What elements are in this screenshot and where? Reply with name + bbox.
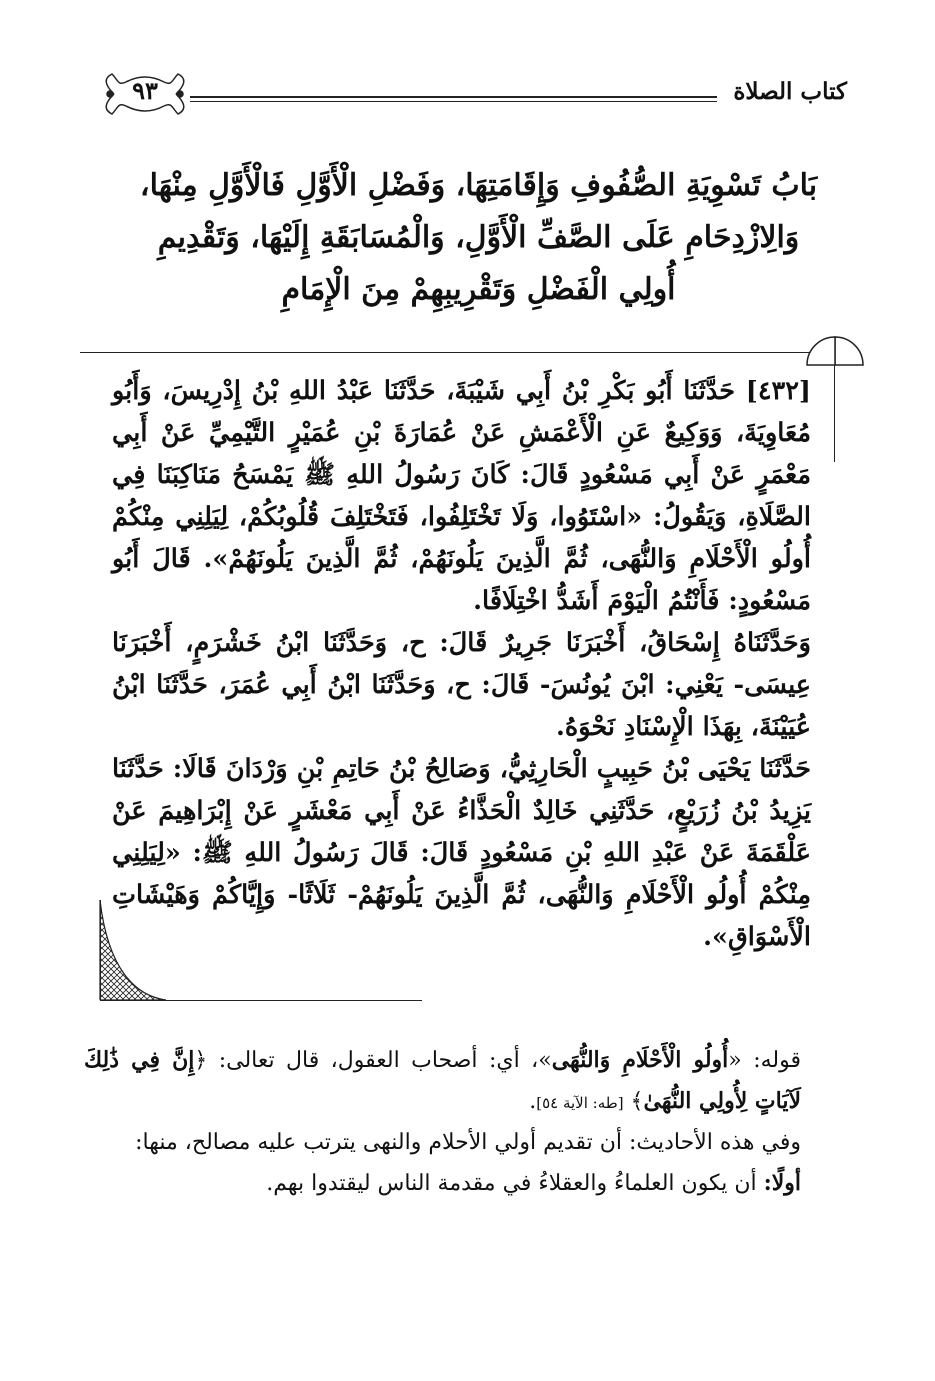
header-rule xyxy=(190,96,717,102)
hadith-text-block xyxy=(112,370,811,958)
running-title: كتاب الصلاة xyxy=(733,78,847,105)
page-number: ٩٣ xyxy=(132,76,158,105)
point-label: أولًا: xyxy=(763,1170,801,1196)
frame-top-rule xyxy=(80,352,833,353)
frame-bottom-rule xyxy=(100,1000,422,1001)
chapter-heading xyxy=(110,160,847,316)
commentary-paragraph xyxy=(84,1163,847,1204)
commentary-text: قوله: « xyxy=(728,1048,801,1073)
commentary-block xyxy=(84,1040,847,1204)
hadith-paragraph: حَدَّثَنَا يَحْيَى بْنُ حَبِيبٍ الْحَارِثِيُّ، وَصَالِحُ بْنُ حَاتِمِ بْنِ وَرْدَانَ قَالَا: حَدَّثَنَا يَزِيدُ بْنُ زُرَيْعٍ، حَدَّثَنِي خَالِدٌ الْحَذَّاءُ عَنْ أَبِي مَعْشَرٍ عَنْ إِبْرَاهِيمَ عَنْ عَلْقَمَةَ عَنْ عَبْدِ اللهِ بْنِ مَسْعُودٍ قَالَ: قَالَ رَسُولُ اللهِ ﷺ: «لِيَلِنِي مِنْكُمْ أُولُو الْأَحْلَامِ وَالنُّهَى، ثُمَّ الَّذِينَ يَلُونَهُمْ- ثَلَاثًا- وَإِيَّاكُمْ وَهَيْشَاتِ الْأَسْوَاقِ». xyxy=(112,754,811,952)
hadith-paragraph: وَحَدَّثَنَاهُ إِسْحَاقُ، أَخْبَرَنَا جَرِيرٌ قَالَ: ح، وَحَدَّثَنَا ابْنُ خَشْرَمٍ، أَخْبَرَنَا عِيسَى- يَعْنِي: ابْنَ يُونُسَ- قَالَ: ح، وَحَدَّثَنَا ابْنُ أَبِي عُمَرَ، حَدَّثَنَا ابْنُ عُيَيْنَةَ، بِهَذَا الْإِسْنَادِ نَحْوَهُ. xyxy=(112,628,811,742)
quran-verse: إِنَّ فِي ذَٰلِكَ لَآيَاتٍ لِأُولِي النُّهَىٰ xyxy=(84,1047,801,1114)
hadith-paragraph: [٤٣٢] حَدَّثَنَا أَبُو بَكْرِ بْنُ أَبِي شَيْبَةَ، حَدَّثَنَا عَبْدُ اللهِ بْنُ إِدْرِيسَ، وَأَبُو مُعَاوِيَةَ، وَوَكِيعٌ عَنِ الْأَعْمَشِ عَنْ عُمَارَةَ بْنِ عُمَيْرٍ التَّيْمِيِّ عَنْ أَبِي مَعْمَرٍ عَنْ أَبِي مَسْعُودٍ قَالَ: كَانَ رَسُولُ اللهِ ﷺ يَمْسَحُ مَنَاكِبَنَا فِي الصَّلَاةِ، وَيَقُولُ: «اسْتَوُوا، وَلَا تَخْتَلِفُوا، فَتَخْتَلِفَ قُلُوبُكُمْ، لِيَلِنِي مِنْكُمْ أُولُو الْأَحْلَامِ وَالنُّهَى، ثُمَّ الَّذِينَ يَلُونَهُمْ، ثُمَّ الَّذِينَ يَلُونَهُمْ». قَالَ أَبُو مَسْعُودٍ: فَأَنْتُمُ الْيَوْمَ أَشَدُّ اخْتِلَافًا. xyxy=(112,376,811,616)
frame-corner-ornament-icon xyxy=(805,335,865,395)
commentary-text: . xyxy=(529,1089,537,1114)
commentary-text: أن يكون العلماءُ والعقلاءُ في مقدمة الناس ليقتدوا بهم. xyxy=(266,1171,764,1196)
quoted-phrase: أُولُو الْأَحْلَامِ وَالنُّهَى xyxy=(551,1047,729,1073)
verse-citation: [طه: الآية ٥٤] xyxy=(536,1094,624,1112)
chapter-heading-line: أُولِي الْفَضْلِ وَتَقْرِيبِهِمْ مِنَ الْإِمَامِ xyxy=(281,272,676,307)
commentary-paragraph: وفي هذه الأحاديث: أن تقديم أولي الأحلام والنهى يترتب عليه مصالح، منها: xyxy=(135,1130,801,1155)
commentary-paragraph xyxy=(84,1040,847,1123)
chapter-heading-line: وَالِازْدِحَامِ عَلَى الصَّفِّ الْأَوَّلِ، وَالْمُسَابَقَةِ إِلَيْهَا، وَتَقْدِيمِ xyxy=(157,220,800,255)
commentary-text: »، أي: أصحاب العقول، قال تعالى: ﴿ xyxy=(194,1048,552,1073)
commentary-text: ﴾ xyxy=(623,1089,644,1114)
chapter-heading-line: بَابُ تَسْوِيَةِ الصُّفُوفِ وَإِقَامَتِهَا، وَفَضْلِ الْأَوَّلِ فَالْأَوَّلِ مِنْهَا، xyxy=(139,168,818,203)
